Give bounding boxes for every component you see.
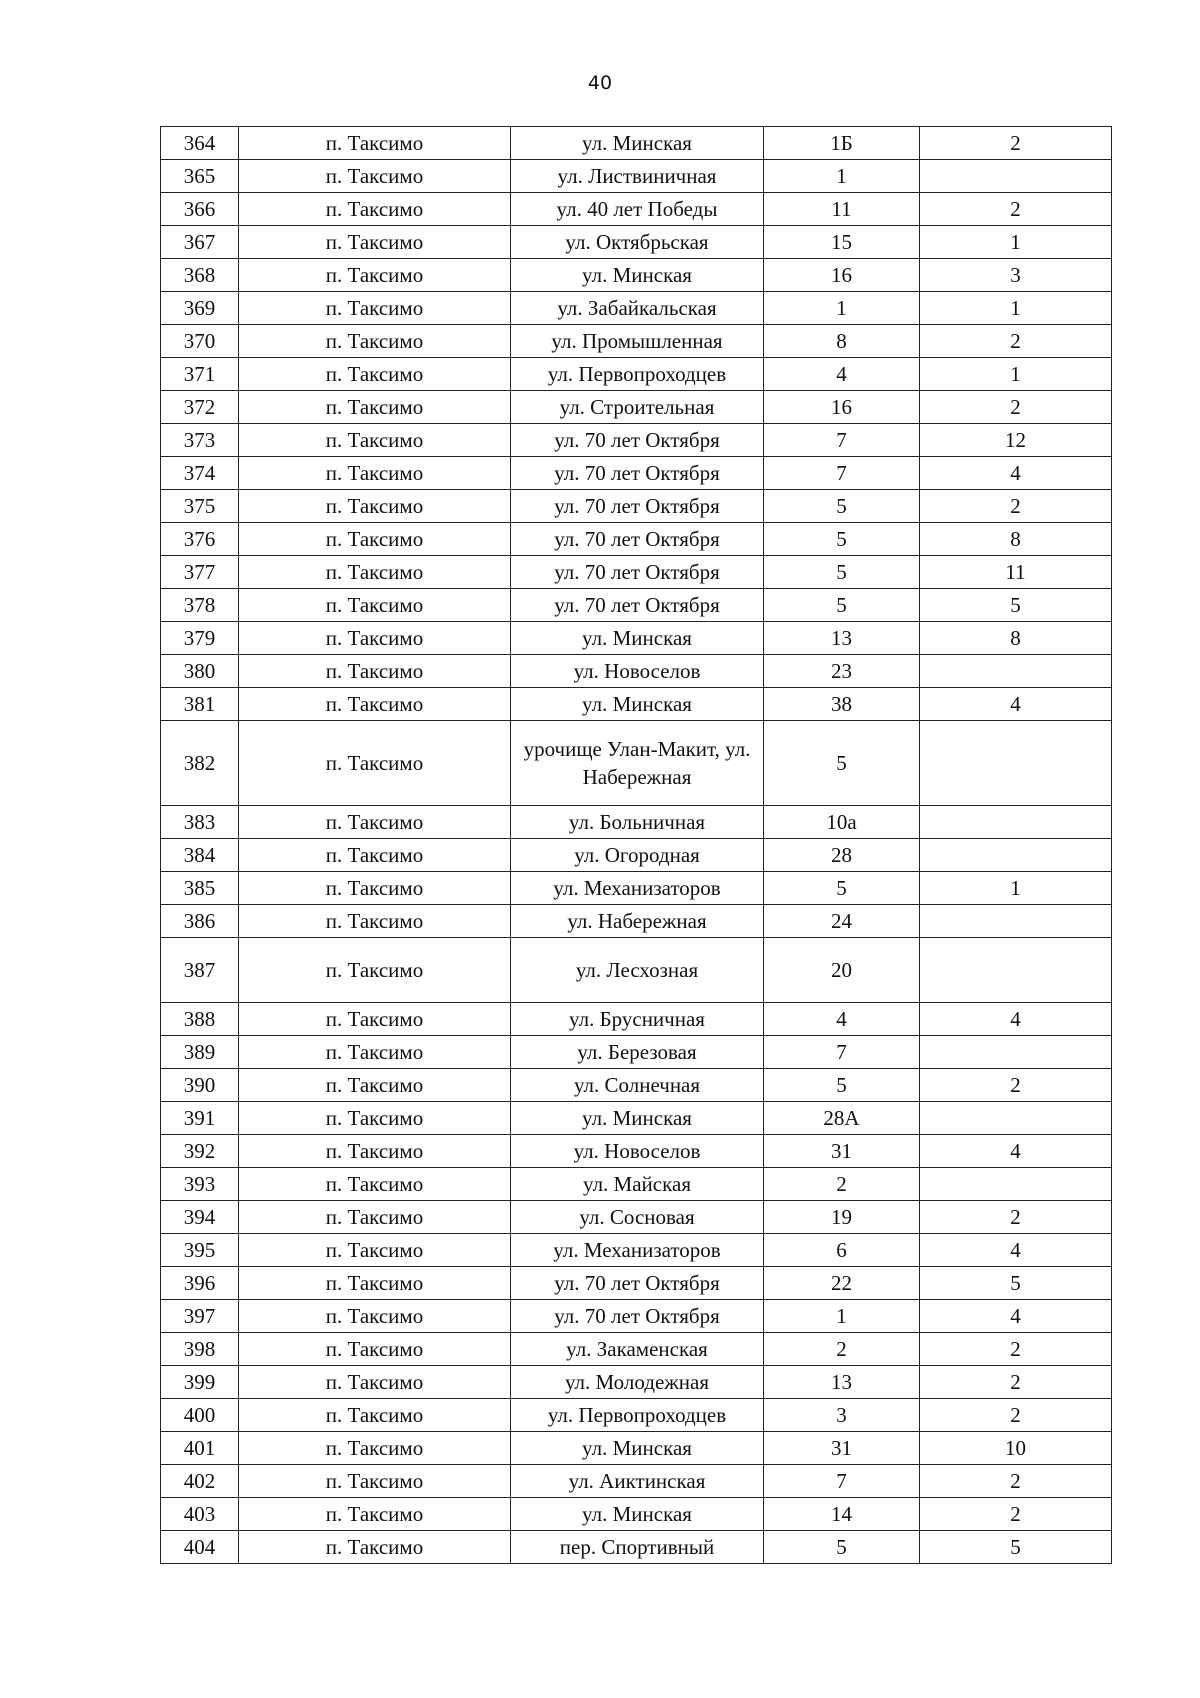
- house-number-cell: 5: [764, 490, 920, 523]
- table-row: [161, 523, 1112, 556]
- row-number-cell: 389: [161, 1036, 239, 1069]
- settlement-cell: п. Таксимо: [239, 523, 511, 556]
- row-number-cell: 395: [161, 1234, 239, 1267]
- row-number-cell: 400: [161, 1399, 239, 1432]
- street-cell: ул. 70 лет Октября: [511, 424, 764, 457]
- count-cell: 4: [920, 1234, 1112, 1267]
- count-cell: 2: [920, 1498, 1112, 1531]
- street-cell: ул. Солнечная: [511, 1069, 764, 1102]
- count-cell: 2: [920, 127, 1112, 160]
- table-row: [161, 1168, 1112, 1201]
- table-row: [161, 193, 1112, 226]
- street-cell: ул. 40 лет Победы: [511, 193, 764, 226]
- row-number-cell: 373: [161, 424, 239, 457]
- table-row: [161, 391, 1112, 424]
- house-number-cell: 1: [764, 1300, 920, 1333]
- house-number-cell: 19: [764, 1201, 920, 1234]
- house-number-cell: 11: [764, 193, 920, 226]
- row-number-cell: 367: [161, 226, 239, 259]
- settlement-cell: п. Таксимо: [239, 1036, 511, 1069]
- street-cell: ул. Листвиничная: [511, 160, 764, 193]
- row-number-cell: 366: [161, 193, 239, 226]
- settlement-cell: п. Таксимо: [239, 1267, 511, 1300]
- settlement-cell: п. Таксимо: [239, 358, 511, 391]
- street-cell: ул. Первопроходцев: [511, 1399, 764, 1432]
- street-cell: ул. Минская: [511, 1102, 764, 1135]
- settlement-cell: п. Таксимо: [239, 1333, 511, 1366]
- settlement-cell: п. Таксимо: [239, 457, 511, 490]
- street-cell: ул. Молодежная: [511, 1366, 764, 1399]
- house-number-cell: 5: [764, 1531, 920, 1564]
- settlement-cell: п. Таксимо: [239, 839, 511, 872]
- settlement-cell: п. Таксимо: [239, 1003, 511, 1036]
- street-cell: ул. 70 лет Октября: [511, 556, 764, 589]
- row-number-cell: 382: [161, 721, 239, 806]
- table-row: [161, 1498, 1112, 1531]
- street-cell: ул. Новоселов: [511, 655, 764, 688]
- street-cell: ул. Минская: [511, 688, 764, 721]
- settlement-cell: п. Таксимо: [239, 655, 511, 688]
- table-row: [161, 721, 1112, 806]
- street-cell: ул. Октябрьская: [511, 226, 764, 259]
- settlement-cell: п. Таксимо: [239, 424, 511, 457]
- settlement-cell: п. Таксимо: [239, 872, 511, 905]
- house-number-cell: 24: [764, 905, 920, 938]
- row-number-cell: 388: [161, 1003, 239, 1036]
- row-number-cell: 379: [161, 622, 239, 655]
- count-cell: 2: [920, 193, 1112, 226]
- house-number-cell: 1: [764, 292, 920, 325]
- house-number-cell: 2: [764, 1333, 920, 1366]
- street-cell: ул. Березовая: [511, 1036, 764, 1069]
- address-table-body: [161, 127, 1112, 1564]
- table-row: [161, 872, 1112, 905]
- count-cell: 2: [920, 1333, 1112, 1366]
- row-number-cell: 370: [161, 325, 239, 358]
- table-row: [161, 1432, 1112, 1465]
- address-table: [160, 126, 1112, 1564]
- table-row: [161, 839, 1112, 872]
- street-cell: ул. Минская: [511, 622, 764, 655]
- street-cell: урочище Улан-Макит, ул. Набережная: [511, 721, 764, 806]
- count-cell: 4: [920, 688, 1112, 721]
- street-cell: пер. Спортивный: [511, 1531, 764, 1564]
- street-cell: ул. Майская: [511, 1168, 764, 1201]
- house-number-cell: 5: [764, 872, 920, 905]
- row-number-cell: 386: [161, 905, 239, 938]
- row-number-cell: 397: [161, 1300, 239, 1333]
- house-number-cell: 5: [764, 589, 920, 622]
- table-row: [161, 1234, 1112, 1267]
- row-number-cell: 378: [161, 589, 239, 622]
- settlement-cell: п. Таксимо: [239, 1168, 511, 1201]
- row-number-cell: 385: [161, 872, 239, 905]
- row-number-cell: 391: [161, 1102, 239, 1135]
- settlement-cell: п. Таксимо: [239, 490, 511, 523]
- count-cell: [920, 806, 1112, 839]
- table-row: [161, 1333, 1112, 1366]
- table-row: [161, 424, 1112, 457]
- row-number-cell: 372: [161, 391, 239, 424]
- house-number-cell: 1: [764, 160, 920, 193]
- table-row: [161, 1135, 1112, 1168]
- count-cell: 2: [920, 325, 1112, 358]
- settlement-cell: п. Таксимо: [239, 1135, 511, 1168]
- row-number-cell: 364: [161, 127, 239, 160]
- house-number-cell: 5: [764, 523, 920, 556]
- house-number-cell: 22: [764, 1267, 920, 1300]
- count-cell: 8: [920, 622, 1112, 655]
- table-row: [161, 457, 1112, 490]
- count-cell: 8: [920, 523, 1112, 556]
- house-number-cell: 23: [764, 655, 920, 688]
- count-cell: [920, 655, 1112, 688]
- table-row: [161, 806, 1112, 839]
- table-row: [161, 938, 1112, 1003]
- table-row: [161, 1003, 1112, 1036]
- house-number-cell: 1Б: [764, 127, 920, 160]
- table-row: [161, 1201, 1112, 1234]
- count-cell: [920, 1168, 1112, 1201]
- table-row: [161, 358, 1112, 391]
- row-number-cell: 377: [161, 556, 239, 589]
- street-cell: ул. 70 лет Октября: [511, 589, 764, 622]
- house-number-cell: 15: [764, 226, 920, 259]
- house-number-cell: 3: [764, 1399, 920, 1432]
- count-cell: 5: [920, 589, 1112, 622]
- house-number-cell: 7: [764, 457, 920, 490]
- settlement-cell: п. Таксимо: [239, 1432, 511, 1465]
- count-cell: 2: [920, 1465, 1112, 1498]
- row-number-cell: 369: [161, 292, 239, 325]
- street-cell: ул. Брусничная: [511, 1003, 764, 1036]
- settlement-cell: п. Таксимо: [239, 688, 511, 721]
- street-cell: ул. Механизаторов: [511, 872, 764, 905]
- count-cell: 11: [920, 556, 1112, 589]
- count-cell: 1: [920, 226, 1112, 259]
- settlement-cell: п. Таксимо: [239, 325, 511, 358]
- house-number-cell: 4: [764, 358, 920, 391]
- house-number-cell: 13: [764, 622, 920, 655]
- settlement-cell: п. Таксимо: [239, 1465, 511, 1498]
- count-cell: 3: [920, 259, 1112, 292]
- count-cell: 5: [920, 1267, 1112, 1300]
- house-number-cell: 28А: [764, 1102, 920, 1135]
- house-number-cell: 16: [764, 259, 920, 292]
- street-cell: ул. 70 лет Октября: [511, 490, 764, 523]
- settlement-cell: п. Таксимо: [239, 226, 511, 259]
- street-cell: ул. 70 лет Октября: [511, 1267, 764, 1300]
- row-number-cell: 384: [161, 839, 239, 872]
- count-cell: [920, 938, 1112, 1003]
- settlement-cell: п. Таксимо: [239, 127, 511, 160]
- house-number-cell: 7: [764, 424, 920, 457]
- table-row: [161, 1465, 1112, 1498]
- row-number-cell: 368: [161, 259, 239, 292]
- street-cell: ул. Первопроходцев: [511, 358, 764, 391]
- settlement-cell: п. Таксимо: [239, 391, 511, 424]
- street-cell: ул. Забайкальская: [511, 292, 764, 325]
- house-number-cell: 8: [764, 325, 920, 358]
- table-row: [161, 259, 1112, 292]
- house-number-cell: 5: [764, 556, 920, 589]
- row-number-cell: 374: [161, 457, 239, 490]
- count-cell: 4: [920, 1135, 1112, 1168]
- settlement-cell: п. Таксимо: [239, 193, 511, 226]
- row-number-cell: 393: [161, 1168, 239, 1201]
- street-cell: ул. Минская: [511, 1432, 764, 1465]
- row-number-cell: 383: [161, 806, 239, 839]
- table-row: [161, 1267, 1112, 1300]
- house-number-cell: 2: [764, 1168, 920, 1201]
- table-row: [161, 490, 1112, 523]
- count-cell: [920, 1102, 1112, 1135]
- settlement-cell: п. Таксимо: [239, 1531, 511, 1564]
- page-number: 40: [587, 72, 613, 94]
- street-cell: ул. Промышленная: [511, 325, 764, 358]
- row-number-cell: 398: [161, 1333, 239, 1366]
- table-row: [161, 1366, 1112, 1399]
- row-number-cell: 365: [161, 160, 239, 193]
- house-number-cell: 7: [764, 1465, 920, 1498]
- count-cell: 4: [920, 1300, 1112, 1333]
- row-number-cell: 380: [161, 655, 239, 688]
- row-number-cell: 390: [161, 1069, 239, 1102]
- street-cell: ул. Огородная: [511, 839, 764, 872]
- settlement-cell: п. Таксимо: [239, 1399, 511, 1432]
- table-row: [161, 325, 1112, 358]
- house-number-cell: 13: [764, 1366, 920, 1399]
- count-cell: 2: [920, 391, 1112, 424]
- street-cell: ул. Минская: [511, 127, 764, 160]
- table-row: [161, 1531, 1112, 1564]
- house-number-cell: 31: [764, 1432, 920, 1465]
- house-number-cell: 4: [764, 1003, 920, 1036]
- row-number-cell: 387: [161, 938, 239, 1003]
- house-number-cell: 16: [764, 391, 920, 424]
- row-number-cell: 392: [161, 1135, 239, 1168]
- table-row: [161, 1102, 1112, 1135]
- count-cell: 2: [920, 1069, 1112, 1102]
- row-number-cell: 381: [161, 688, 239, 721]
- table-row: [161, 1300, 1112, 1333]
- house-number-cell: 7: [764, 1036, 920, 1069]
- street-cell: ул. 70 лет Октября: [511, 1300, 764, 1333]
- table-row: [161, 556, 1112, 589]
- row-number-cell: 401: [161, 1432, 239, 1465]
- street-cell: ул. Аиктинская: [511, 1465, 764, 1498]
- table-row: [161, 1399, 1112, 1432]
- house-number-cell: 14: [764, 1498, 920, 1531]
- count-cell: 1: [920, 872, 1112, 905]
- street-cell: ул. 70 лет Октября: [511, 523, 764, 556]
- table-row: [161, 905, 1112, 938]
- street-cell: ул. Лесхозная: [511, 938, 764, 1003]
- settlement-cell: п. Таксимо: [239, 1201, 511, 1234]
- settlement-cell: п. Таксимо: [239, 556, 511, 589]
- street-cell: ул. Минская: [511, 259, 764, 292]
- row-number-cell: 402: [161, 1465, 239, 1498]
- settlement-cell: п. Таксимо: [239, 589, 511, 622]
- house-number-cell: 38: [764, 688, 920, 721]
- count-cell: 2: [920, 1399, 1112, 1432]
- settlement-cell: п. Таксимо: [239, 905, 511, 938]
- street-cell: ул. Минская: [511, 1498, 764, 1531]
- count-cell: [920, 839, 1112, 872]
- row-number-cell: 376: [161, 523, 239, 556]
- settlement-cell: п. Таксимо: [239, 1069, 511, 1102]
- table-row: [161, 1036, 1112, 1069]
- count-cell: 2: [920, 490, 1112, 523]
- count-cell: 4: [920, 1003, 1112, 1036]
- table-row: [161, 226, 1112, 259]
- street-cell: ул. Новоселов: [511, 1135, 764, 1168]
- street-cell: ул. Строительная: [511, 391, 764, 424]
- house-number-cell: 28: [764, 839, 920, 872]
- settlement-cell: п. Таксимо: [239, 292, 511, 325]
- settlement-cell: п. Таксимо: [239, 1366, 511, 1399]
- count-cell: 5: [920, 1531, 1112, 1564]
- house-number-cell: 5: [764, 721, 920, 806]
- count-cell: 12: [920, 424, 1112, 457]
- street-cell: ул. Больничная: [511, 806, 764, 839]
- count-cell: 1: [920, 292, 1112, 325]
- settlement-cell: п. Таксимо: [239, 721, 511, 806]
- settlement-cell: п. Таксимо: [239, 806, 511, 839]
- table-row: [161, 622, 1112, 655]
- row-number-cell: 404: [161, 1531, 239, 1564]
- row-number-cell: 394: [161, 1201, 239, 1234]
- house-number-cell: 20: [764, 938, 920, 1003]
- street-cell: ул. Сосновая: [511, 1201, 764, 1234]
- settlement-cell: п. Таксимо: [239, 259, 511, 292]
- table-row: [161, 1069, 1112, 1102]
- table-row: [161, 688, 1112, 721]
- table-row: [161, 160, 1112, 193]
- count-cell: 2: [920, 1366, 1112, 1399]
- settlement-cell: п. Таксимо: [239, 938, 511, 1003]
- row-number-cell: 403: [161, 1498, 239, 1531]
- house-number-cell: 6: [764, 1234, 920, 1267]
- count-cell: 1: [920, 358, 1112, 391]
- house-number-cell: 10а: [764, 806, 920, 839]
- settlement-cell: п. Таксимо: [239, 1234, 511, 1267]
- table-row: [161, 292, 1112, 325]
- settlement-cell: п. Таксимо: [239, 622, 511, 655]
- row-number-cell: 371: [161, 358, 239, 391]
- count-cell: [920, 721, 1112, 806]
- count-cell: 4: [920, 457, 1112, 490]
- street-cell: ул. Закаменская: [511, 1333, 764, 1366]
- settlement-cell: п. Таксимо: [239, 1300, 511, 1333]
- count-cell: 10: [920, 1432, 1112, 1465]
- row-number-cell: 396: [161, 1267, 239, 1300]
- street-cell: ул. 70 лет Октября: [511, 457, 764, 490]
- house-number-cell: 5: [764, 1069, 920, 1102]
- settlement-cell: п. Таксимо: [239, 1498, 511, 1531]
- row-number-cell: 399: [161, 1366, 239, 1399]
- count-cell: 2: [920, 1201, 1112, 1234]
- table-row: [161, 127, 1112, 160]
- settlement-cell: п. Таксимо: [239, 160, 511, 193]
- street-cell: ул. Набережная: [511, 905, 764, 938]
- settlement-cell: п. Таксимо: [239, 1102, 511, 1135]
- count-cell: [920, 905, 1112, 938]
- row-number-cell: 375: [161, 490, 239, 523]
- table-row: [161, 589, 1112, 622]
- count-cell: [920, 160, 1112, 193]
- count-cell: [920, 1036, 1112, 1069]
- house-number-cell: 31: [764, 1135, 920, 1168]
- street-cell: ул. Механизаторов: [511, 1234, 764, 1267]
- table-row: [161, 655, 1112, 688]
